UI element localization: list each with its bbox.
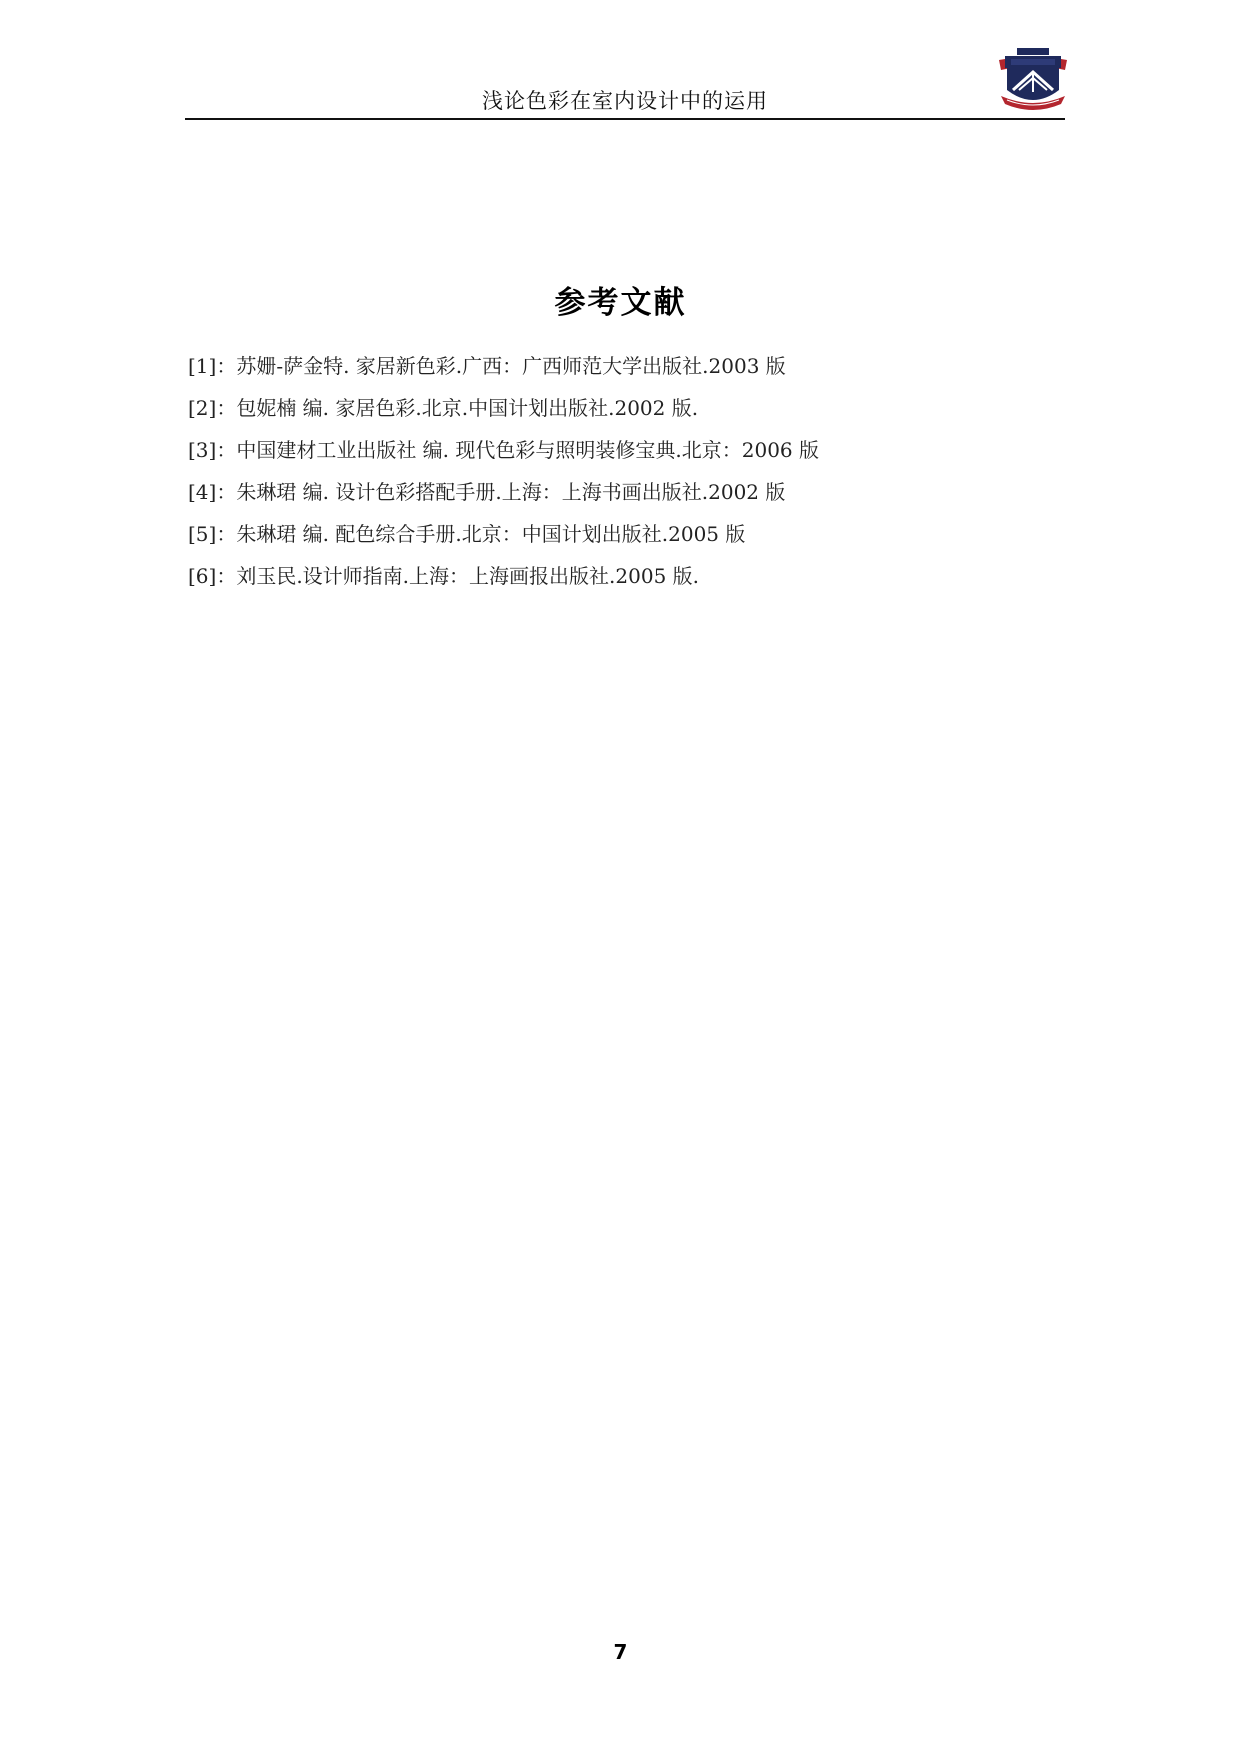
reference-item: [6]：刘玉民.设计师指南.上海：上海画报出版社.2005 版. — [188, 564, 700, 588]
page-number: 7 — [613, 1640, 628, 1664]
page-header — [185, 40, 1065, 120]
reference-item: [5]：朱琳珺 编. 配色综合手册.北京：中国计划出版社.2005 版 — [188, 522, 746, 546]
header-rule — [185, 118, 1065, 120]
university-crest-icon — [997, 46, 1069, 112]
reference-item: [2]：包妮楠 编. 家居色彩.北京.中国计划出版社.2002 版. — [188, 396, 699, 420]
reference-item: [1]：苏姗-萨金特. 家居新色彩.广西：广西师范大学出版社.2003 版 — [188, 354, 786, 378]
reference-item: [3]：中国建材工业出版社 编. 现代色彩与照明装修宝典.北京：2006 版 — [188, 438, 820, 462]
reference-list — [188, 352, 1088, 604]
references-heading: 参考文献 — [554, 285, 687, 321]
header-title: 浅论色彩在室内设计中的运用 — [482, 89, 768, 113]
reference-item: [4]：朱琳珺 编. 设计色彩搭配手册.上海：上海书画出版社.2002 版 — [188, 480, 786, 504]
